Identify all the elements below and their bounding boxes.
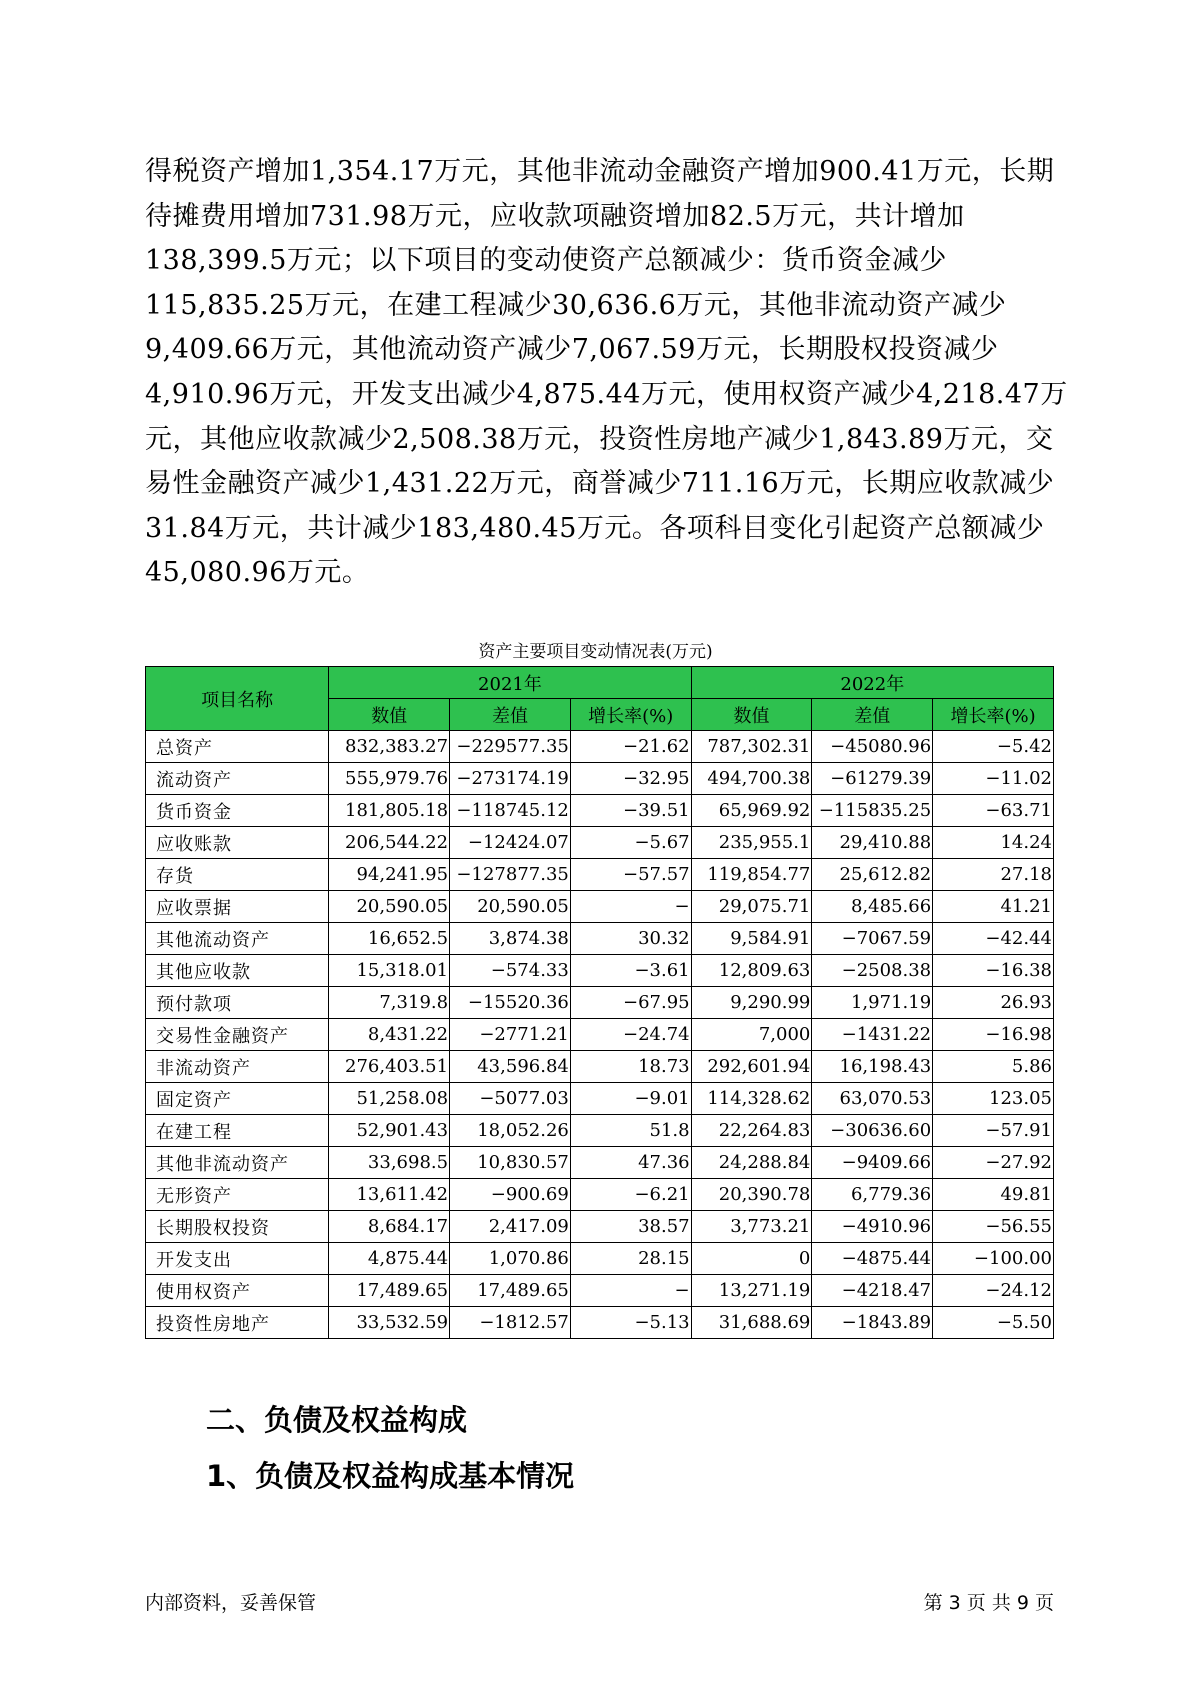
body-paragraph (145, 150, 1068, 596)
cell-value-2022: 22,264.83 (691, 1115, 812, 1147)
cell-diff-2021: 20,590.05 (450, 891, 571, 923)
section-heading: 二、负债及权益构成 (206, 1403, 468, 1437)
cell-value-2021: 20,590.05 (329, 891, 450, 923)
paragraph-line: 得税资产增加1,354.17万元，其他非流动金融资产增加900.41万元，长期 (145, 156, 1055, 187)
cell-growth-2021: 51.8 (570, 1115, 691, 1147)
cell-value-2022: 12,809.63 (691, 955, 812, 987)
cell-growth-2022: −27.92 (933, 1147, 1054, 1179)
table-row (146, 891, 1054, 923)
cell-value-2021: 51,258.08 (329, 1083, 450, 1115)
cell-value-2021: 555,979.76 (329, 763, 450, 795)
table-row (146, 1179, 1054, 1211)
col-header-diff-2022: 差值 (812, 699, 933, 731)
cell-value-2021: 17,489.65 (329, 1275, 450, 1307)
cell-diff-2022: −4218.47 (812, 1275, 933, 1307)
cell-growth-2021: −3.61 (570, 955, 691, 987)
table-row (146, 731, 1054, 763)
cell-growth-2021: −6.21 (570, 1179, 691, 1211)
cell-value-2021: 181,805.18 (329, 795, 450, 827)
cell-value-2022: 235,955.1 (691, 827, 812, 859)
cell-value-2021: 94,241.95 (329, 859, 450, 891)
cell-growth-2022: −16.38 (933, 955, 1054, 987)
cell-growth-2021: 30.32 (570, 923, 691, 955)
cell-diff-2021: −127877.35 (450, 859, 571, 891)
row-item-name: 其他非流动资产 (146, 1147, 329, 1179)
cell-diff-2021: 1,070.86 (450, 1243, 571, 1275)
paragraph-line: 易性金融资产减少1,431.22万元，商誉减少711.16万元，长期应收款减少 (145, 468, 1055, 500)
cell-growth-2021: −9.01 (570, 1083, 691, 1115)
col-header-growth-2022: 增长率(%) (933, 699, 1054, 731)
cell-value-2021: 8,684.17 (329, 1211, 450, 1243)
cell-value-2022: 119,854.77 (691, 859, 812, 891)
footer-confidential-note: 内部资料，妥善保管 (145, 1592, 317, 1614)
col-header-growth-2021: 增长率(%) (570, 699, 691, 731)
row-item-name: 无形资产 (146, 1179, 329, 1211)
row-item-name: 其他应收款 (146, 955, 329, 987)
paragraph-line: 元，其他应收款减少2,508.38万元，投资性房地产减少1,843.89万元，交 (145, 423, 1054, 455)
cell-value-2022: 114,328.62 (691, 1083, 812, 1115)
table-caption: 资产主要项目变动情况表(万元) (478, 642, 713, 662)
table-row (146, 795, 1054, 827)
cell-growth-2021: − (570, 891, 691, 923)
cell-value-2021: 4,875.44 (329, 1243, 450, 1275)
cell-growth-2022: 5.86 (933, 1051, 1054, 1083)
row-item-name: 总资产 (146, 731, 329, 763)
row-item-name: 其他流动资产 (146, 923, 329, 955)
cell-diff-2021: 43,596.84 (450, 1051, 571, 1083)
paragraph-line: 115,835.25万元，在建工程减少30,636.6万元，其他非流动资产减少 (145, 289, 1007, 321)
cell-growth-2021: −5.13 (570, 1307, 691, 1339)
table-row (146, 955, 1054, 987)
year-2022-header: 2022年 (691, 667, 1053, 699)
cell-diff-2022: −1843.89 (812, 1307, 933, 1339)
cell-growth-2022: −24.12 (933, 1275, 1054, 1307)
row-item-name: 开发支出 (146, 1243, 329, 1275)
cell-diff-2021: −12424.07 (450, 827, 571, 859)
cell-diff-2021: 10,830.57 (450, 1147, 571, 1179)
cell-value-2022: 9,584.91 (691, 923, 812, 955)
cell-diff-2022: 63,070.53 (812, 1083, 933, 1115)
cell-value-2021: 52,901.43 (329, 1115, 450, 1147)
table-row (146, 859, 1054, 891)
cell-growth-2021: −39.51 (570, 795, 691, 827)
paragraph-line: 138,399.5万元；以下项目的变动使资产总额减少：货币资金减少 (145, 245, 947, 277)
cell-value-2021: 13,611.42 (329, 1179, 450, 1211)
cell-growth-2022: 41.21 (933, 891, 1054, 923)
cell-diff-2022: −45080.96 (812, 731, 933, 763)
cell-growth-2021: −67.95 (570, 987, 691, 1019)
row-item-name: 流动资产 (146, 763, 329, 795)
row-item-name: 使用权资产 (146, 1275, 329, 1307)
cell-value-2022: 292,601.94 (691, 1051, 812, 1083)
row-item-name: 交易性金融资产 (146, 1019, 329, 1051)
cell-growth-2022: −16.98 (933, 1019, 1054, 1051)
row-item-name: 应收账款 (146, 827, 329, 859)
cell-diff-2021: −900.69 (450, 1179, 571, 1211)
row-item-name: 应收票据 (146, 891, 329, 923)
cell-value-2022: 9,290.99 (691, 987, 812, 1019)
year-2021-header: 2021年 (329, 667, 691, 699)
cell-value-2022: 0 (691, 1243, 812, 1275)
table-row (146, 1083, 1054, 1115)
cell-value-2022: 787,302.31 (691, 731, 812, 763)
cell-diff-2022: −30636.60 (812, 1115, 933, 1147)
cell-growth-2022: −11.02 (933, 763, 1054, 795)
cell-value-2021: 8,431.22 (329, 1019, 450, 1051)
cell-growth-2021: 28.15 (570, 1243, 691, 1275)
cell-growth-2021: −32.95 (570, 763, 691, 795)
cell-diff-2022: 29,410.88 (812, 827, 933, 859)
table-row (146, 827, 1054, 859)
row-item-name: 非流动资产 (146, 1051, 329, 1083)
table-row (146, 1019, 1054, 1051)
cell-growth-2022: 26.93 (933, 987, 1054, 1019)
cell-value-2022: 29,075.71 (691, 891, 812, 923)
row-item-name: 存货 (146, 859, 329, 891)
cell-diff-2021: 3,874.38 (450, 923, 571, 955)
asset-change-table (145, 666, 1054, 1339)
cell-diff-2022: 8,485.66 (812, 891, 933, 923)
cell-value-2022: 20,390.78 (691, 1179, 812, 1211)
cell-diff-2022: 6,779.36 (812, 1179, 933, 1211)
table-row (146, 1275, 1054, 1307)
cell-growth-2022: −57.91 (933, 1115, 1054, 1147)
cell-growth-2022: 27.18 (933, 859, 1054, 891)
cell-diff-2022: 16,198.43 (812, 1051, 933, 1083)
row-item-name: 货币资金 (146, 795, 329, 827)
cell-value-2021: 7,319.8 (329, 987, 450, 1019)
table-row (146, 1307, 1054, 1339)
cell-value-2022: 31,688.69 (691, 1307, 812, 1339)
cell-diff-2021: −2771.21 (450, 1019, 571, 1051)
table-row (146, 923, 1054, 955)
table-row (146, 1051, 1054, 1083)
cell-diff-2021: 2,417.09 (450, 1211, 571, 1243)
cell-diff-2022: −115835.25 (812, 795, 933, 827)
cell-diff-2021: −5077.03 (450, 1083, 571, 1115)
cell-diff-2022: −1431.22 (812, 1019, 933, 1051)
cell-growth-2022: −100.00 (933, 1243, 1054, 1275)
cell-diff-2021: −15520.36 (450, 987, 571, 1019)
row-item-name: 投资性房地产 (146, 1307, 329, 1339)
cell-growth-2021: −24.74 (570, 1019, 691, 1051)
cell-diff-2021: −118745.12 (450, 795, 571, 827)
cell-value-2021: 16,652.5 (329, 923, 450, 955)
cell-growth-2022: −56.55 (933, 1211, 1054, 1243)
table-row (146, 1243, 1054, 1275)
paragraph-line: 4,910.96万元，开发支出减少4,875.44万元，使用权资产减少4,218.47万 (145, 378, 1068, 410)
cell-growth-2022: 123.05 (933, 1083, 1054, 1115)
cell-diff-2021: 17,489.65 (450, 1275, 571, 1307)
cell-diff-2021: −1812.57 (450, 1307, 571, 1339)
table-row (146, 1147, 1054, 1179)
cell-diff-2022: −61279.39 (812, 763, 933, 795)
cell-value-2021: 276,403.51 (329, 1051, 450, 1083)
cell-diff-2022: −2508.38 (812, 955, 933, 987)
row-item-name: 在建工程 (146, 1115, 329, 1147)
table-row (146, 1115, 1054, 1147)
cell-diff-2022: −4875.44 (812, 1243, 933, 1275)
cell-diff-2021: 18,052.26 (450, 1115, 571, 1147)
cell-growth-2022: 14.24 (933, 827, 1054, 859)
cell-diff-2022: −4910.96 (812, 1211, 933, 1243)
cell-growth-2021: 38.57 (570, 1211, 691, 1243)
paragraph-line: 9,409.66万元，其他流动资产减少7,067.59万元，长期股权投资减少 (145, 334, 999, 366)
footer-page-number: 第 3 页 共 9 页 (923, 1592, 1054, 1614)
cell-value-2021: 33,532.59 (329, 1307, 450, 1339)
cell-growth-2022: −5.50 (933, 1307, 1054, 1339)
row-item-name: 固定资产 (146, 1083, 329, 1115)
col-header-value-2022: 数值 (691, 699, 812, 731)
col-header-value-2021: 数值 (329, 699, 450, 731)
cell-diff-2022: 25,612.82 (812, 859, 933, 891)
cell-diff-2021: −574.33 (450, 955, 571, 987)
cell-growth-2021: − (570, 1275, 691, 1307)
cell-growth-2021: 18.73 (570, 1051, 691, 1083)
paragraph-line: 待摊费用增加731.98万元，应收款项融资增加82.5万元，共计增加 (145, 200, 965, 232)
subsection-heading: 1、负债及权益构成基本情况 (206, 1459, 575, 1493)
cell-diff-2021: −229577.35 (450, 731, 571, 763)
table-row (146, 987, 1054, 1019)
cell-value-2021: 832,383.27 (329, 731, 450, 763)
row-item-name: 预付款项 (146, 987, 329, 1019)
cell-diff-2021: −273174.19 (450, 763, 571, 795)
cell-value-2021: 33,698.5 (329, 1147, 450, 1179)
cell-growth-2021: −5.67 (570, 827, 691, 859)
cell-value-2022: 3,773.21 (691, 1211, 812, 1243)
table-row (146, 763, 1054, 795)
cell-growth-2021: 47.36 (570, 1147, 691, 1179)
cell-growth-2022: 49.81 (933, 1179, 1054, 1211)
cell-growth-2022: −42.44 (933, 923, 1054, 955)
row-item-name: 长期股权投资 (146, 1211, 329, 1243)
cell-value-2022: 24,288.84 (691, 1147, 812, 1179)
cell-growth-2021: −57.57 (570, 859, 691, 891)
cell-growth-2022: −5.42 (933, 731, 1054, 763)
cell-growth-2022: −63.71 (933, 795, 1054, 827)
cell-value-2022: 65,969.92 (691, 795, 812, 827)
cell-growth-2021: −21.62 (570, 731, 691, 763)
cell-diff-2022: −7067.59 (812, 923, 933, 955)
col-header-diff-2021: 差值 (450, 699, 571, 731)
paragraph-line: 31.84万元，共计减少183,480.45万元。各项科目变化引起资产总额减少 (145, 512, 1045, 544)
cell-value-2021: 206,544.22 (329, 827, 450, 859)
cell-value-2022: 13,271.19 (691, 1275, 812, 1307)
paragraph-line: 45,080.96万元。 (145, 557, 370, 589)
cell-value-2022: 494,700.38 (691, 763, 812, 795)
table-row (146, 1211, 1054, 1243)
cell-diff-2022: 1,971.19 (812, 987, 933, 1019)
cell-value-2022: 7,000 (691, 1019, 812, 1051)
item-name-header: 项目名称 (146, 667, 329, 731)
cell-diff-2022: −9409.66 (812, 1147, 933, 1179)
cell-value-2021: 15,318.01 (329, 955, 450, 987)
